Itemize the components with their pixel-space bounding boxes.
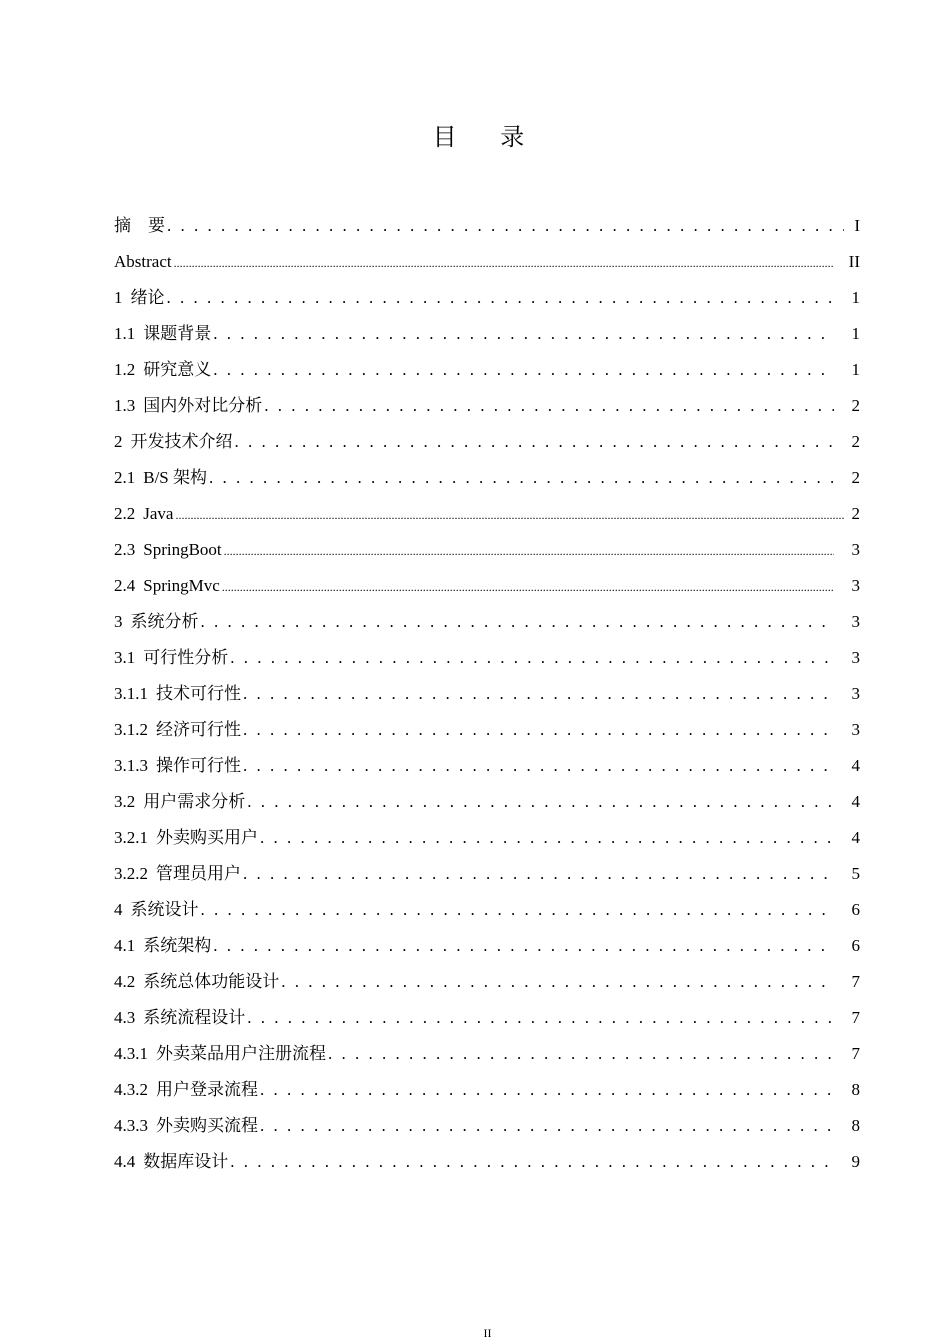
toc-dot-leader (201, 604, 835, 640)
toc-entry-number: 4.2 (114, 972, 136, 991)
toc-entry-page: 3 (851, 576, 860, 595)
toc-entry-text: SpringMvc (143, 576, 220, 595)
toc-entry-label (114, 604, 199, 640)
toc-entry-text: Abstract (114, 252, 172, 271)
toc-entry-page: II (848, 252, 860, 271)
toc-entry-number: 1.3 (114, 396, 136, 415)
toc-dot-leader (213, 316, 834, 352)
toc-entry-label (114, 280, 165, 316)
toc-entry-text: 经济可行性 (156, 720, 241, 739)
toc-dot-leader (328, 1036, 834, 1072)
toc-entry-text: 外卖购买流程 (156, 1116, 258, 1135)
toc-entry-page: 1 (851, 324, 860, 343)
toc-entry[interactable] (114, 928, 860, 964)
toc-entry-page: 2 (851, 432, 860, 451)
toc-dot-leader (230, 640, 834, 676)
toc-entry-page: I (854, 216, 860, 235)
toc-entry-number: 4.3 (114, 1008, 136, 1027)
toc-entry-page: 6 (851, 936, 860, 955)
toc-dot-leader (224, 533, 834, 569)
toc-entry-page: 4 (851, 756, 860, 775)
toc-entry-label (114, 568, 220, 604)
toc-dot-leader (209, 460, 834, 496)
toc-dot-leader (243, 856, 834, 892)
toc-entry-number: 2.3 (114, 540, 136, 559)
toc-title: 目 录 (432, 123, 543, 151)
toc-entry-number: 1.2 (114, 360, 136, 379)
toc-dot-leader (243, 676, 834, 712)
toc-entry[interactable] (114, 1144, 860, 1180)
toc-dot-leader (230, 1144, 834, 1180)
toc-entry[interactable] (114, 604, 860, 640)
toc-entry-number: 3.1 (114, 648, 136, 667)
toc-entry-label (114, 892, 199, 928)
toc-entry-number: 4.3.1 (114, 1044, 148, 1063)
toc-entry-label (114, 388, 262, 424)
toc-entry[interactable] (114, 892, 860, 928)
toc-entry-text: 系统分析 (130, 612, 199, 631)
toc-entry-text: 开发技术介绍 (130, 432, 233, 451)
toc-entry-label (114, 532, 222, 568)
toc-entry-label (114, 496, 173, 532)
toc-entry[interactable] (114, 496, 860, 532)
toc-entry-number: 3.2.1 (114, 828, 148, 847)
toc-entry[interactable] (114, 352, 860, 388)
toc-entry-page: 1 (851, 360, 860, 379)
toc-entry-label (114, 1000, 245, 1036)
toc-dot-leader (247, 1000, 834, 1036)
toc-dot-leader (167, 280, 835, 316)
toc-entry-label (114, 1144, 228, 1180)
toc-entry-page: 7 (851, 1044, 860, 1063)
toc-entry-number: 4.3.3 (114, 1116, 148, 1135)
toc-entry[interactable] (114, 424, 860, 460)
toc-entry-page: 8 (851, 1080, 860, 1099)
toc-dot-leader (281, 964, 834, 1000)
toc-entry[interactable] (114, 568, 860, 604)
toc-entry-page: 7 (851, 1008, 860, 1027)
toc-dot-leader (201, 892, 835, 928)
toc-dot-leader (175, 497, 844, 533)
toc-entry[interactable] (114, 640, 860, 676)
toc-entry[interactable] (114, 280, 860, 316)
toc-entry-number: 2.1 (114, 468, 136, 487)
toc-entry[interactable] (114, 388, 860, 424)
footer-page-number: II (483, 1326, 492, 1340)
toc-dot-leader (174, 245, 834, 281)
toc-entry-label (114, 1036, 326, 1072)
toc-entry[interactable] (114, 856, 860, 892)
toc-entry-page: 7 (851, 972, 860, 991)
toc-entry-text: B/S 架构 (143, 468, 208, 487)
toc-entry-number: 3 (114, 612, 123, 631)
toc-entry-page: 3 (851, 720, 860, 739)
toc-dot-leader (260, 1072, 834, 1108)
toc-entry-text: SpringBoot (143, 540, 222, 559)
toc-entry-number: 3.2 (114, 792, 136, 811)
toc-entry[interactable] (114, 964, 860, 1000)
toc-entry-page: 5 (851, 864, 860, 883)
toc-entry-label (114, 460, 207, 496)
toc-entry[interactable] (114, 1072, 860, 1108)
toc-dot-leader (222, 569, 834, 605)
toc-entry[interactable] (114, 1000, 860, 1036)
toc-entry[interactable] (114, 1108, 860, 1144)
toc-entry-page: 2 (851, 504, 860, 523)
toc-entry-number: 3.1.2 (114, 720, 148, 739)
toc-entry[interactable] (114, 532, 860, 568)
toc-dot-leader (243, 712, 834, 748)
toc-entry-label (114, 748, 241, 784)
toc-entry[interactable] (114, 676, 860, 712)
toc-entry-text: 外卖菜品用户注册流程 (156, 1044, 326, 1063)
toc-entry-label (114, 424, 233, 460)
toc-entry-label (114, 784, 245, 820)
toc-entry-text: 国内外对比分析 (143, 396, 263, 415)
toc-entry-label (114, 964, 279, 1000)
toc-entry-number: 2 (114, 432, 123, 451)
toc-entry-text: 绪论 (130, 288, 165, 307)
toc-list (114, 208, 860, 1180)
toc-entry-number: 2.4 (114, 576, 136, 595)
toc-dot-leader (260, 1108, 834, 1144)
toc-entry-number: 1 (114, 288, 123, 307)
toc-entry[interactable] (114, 460, 860, 496)
toc-entry[interactable] (114, 208, 860, 244)
toc-entry-text: 外卖购买用户 (156, 828, 258, 847)
toc-dot-leader (260, 820, 834, 856)
toc-entry[interactable] (114, 820, 860, 856)
toc-entry-text: 系统架构 (143, 936, 212, 955)
toc-entry-text: 操作可行性 (156, 756, 241, 775)
toc-dot-leader (235, 424, 835, 460)
toc-entry-page: 3 (851, 684, 860, 703)
toc-entry-page: 9 (851, 1152, 860, 1171)
toc-entry-page: 3 (851, 648, 860, 667)
toc-entry-text: 用户需求分析 (143, 792, 246, 811)
toc-entry-number: 4.3.2 (114, 1080, 148, 1099)
toc-entry-number: 4.4 (114, 1152, 136, 1171)
toc-entry[interactable] (114, 316, 860, 352)
toc-entry-text: 研究意义 (143, 360, 212, 379)
toc-entry-label (114, 244, 172, 280)
toc-entry-label (114, 928, 211, 964)
toc-entry-page: 4 (851, 792, 860, 811)
toc-dot-leader (264, 388, 834, 424)
toc-entry-text: 系统流程设计 (143, 1008, 246, 1027)
toc-entry-label (114, 712, 241, 748)
toc-entry-page: 2 (851, 468, 860, 487)
toc-entry[interactable] (114, 748, 860, 784)
toc-entry-number: 1.1 (114, 324, 136, 343)
toc-entry-text: 系统设计 (130, 900, 199, 919)
toc-entry-page: 6 (851, 900, 860, 919)
toc-entry-label (114, 208, 165, 244)
toc-entry-page: 1 (851, 288, 860, 307)
toc-entry-text: 可行性分析 (143, 648, 229, 667)
toc-entry-text: 系统总体功能设计 (143, 972, 280, 991)
toc-entry-text: 管理员用户 (156, 864, 241, 883)
toc-entry-text: 课题背景 (143, 324, 212, 343)
toc-entry-number: 3.1.1 (114, 684, 148, 703)
toc-entry-page: 2 (851, 396, 860, 415)
toc-entry-text: Java (143, 504, 174, 523)
toc-entry-label (114, 676, 241, 712)
toc-entry-label (114, 856, 241, 892)
toc-entry[interactable] (114, 712, 860, 748)
toc-entry-text: 数据库设计 (143, 1152, 229, 1171)
toc-entry-label (114, 352, 211, 388)
toc-dot-leader (213, 928, 834, 964)
toc-entry-label (114, 1072, 258, 1108)
toc-dot-leader (167, 208, 844, 244)
toc-entry-number: 2.2 (114, 504, 136, 523)
toc-entry-text: 摘 要 (114, 216, 165, 235)
toc-entry-label (114, 640, 228, 676)
toc-entry-page: 3 (851, 612, 860, 631)
toc-entry-label (114, 1108, 258, 1144)
toc-dot-leader (243, 748, 834, 784)
toc-entry[interactable] (114, 244, 860, 280)
toc-entry[interactable] (114, 784, 860, 820)
toc-entry-text: 技术可行性 (156, 684, 241, 703)
toc-entry-number: 4 (114, 900, 123, 919)
toc-entry-page: 3 (851, 540, 860, 559)
toc-entry-number: 3.1.3 (114, 756, 148, 775)
toc-dot-leader (213, 352, 834, 388)
toc-dot-leader (247, 784, 834, 820)
toc-entry[interactable] (114, 1036, 860, 1072)
toc-entry-label (114, 316, 211, 352)
toc-entry-page: 8 (851, 1116, 860, 1135)
toc-entry-label (114, 820, 258, 856)
toc-entry-number: 3.2.2 (114, 864, 148, 883)
toc-entry-page: 4 (851, 828, 860, 847)
toc-entry-text: 用户登录流程 (156, 1080, 258, 1099)
toc-entry-number: 4.1 (114, 936, 136, 955)
